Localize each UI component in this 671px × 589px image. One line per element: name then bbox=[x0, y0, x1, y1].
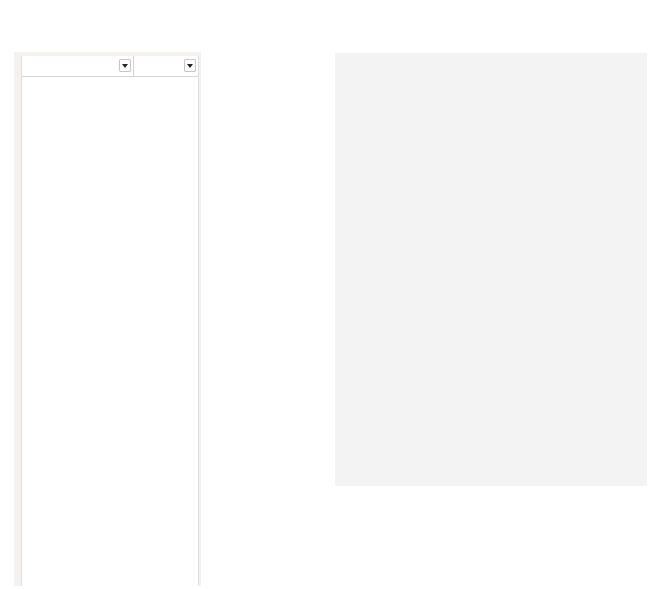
column-header-year[interactable] bbox=[134, 56, 198, 76]
calendar-table-panel bbox=[14, 52, 201, 586]
filter-dropdown-icon[interactable] bbox=[184, 59, 196, 72]
filter-dropdown-icon[interactable] bbox=[119, 59, 131, 72]
measures-tree-panel bbox=[335, 53, 647, 486]
table-header-row bbox=[22, 56, 198, 77]
column-header-date[interactable] bbox=[22, 56, 134, 76]
calendar-table[interactable] bbox=[21, 56, 199, 586]
